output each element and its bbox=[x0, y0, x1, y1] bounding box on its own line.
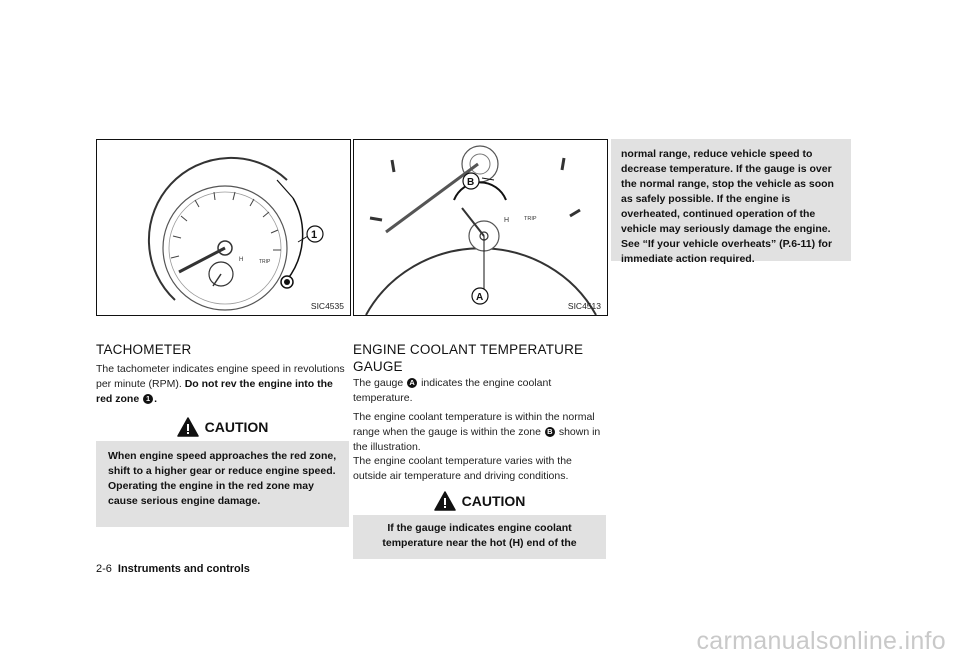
watermark: carmanualsonline.info bbox=[696, 627, 946, 655]
svg-text:TRIP: TRIP bbox=[524, 216, 537, 222]
caution-continuation: normal range, reduce vehicle speed to decrease temperature. If the gauge is over the normal range, stop the vehicle as soon as safely possible. If the engine is overheated, continued operation of the vehicle may seriously damage the engine. See “If your vehicle overheats” (P.6-11) for immediate action required. bbox=[611, 139, 851, 261]
svg-text:A: A bbox=[476, 292, 484, 303]
tachometer-figure bbox=[96, 139, 351, 316]
svg-text:H: H bbox=[239, 257, 244, 263]
ref-1-marker: 1 bbox=[143, 394, 153, 404]
tachometer-caution bbox=[96, 413, 349, 527]
coolant-paragraph-1: The gauge A indicates the engine coolant temperature. bbox=[353, 377, 552, 404]
coolant-gauge-figure bbox=[353, 139, 608, 316]
ref-a-marker: A bbox=[407, 378, 417, 388]
warning-icon bbox=[177, 417, 199, 437]
coolant-gauge-illustration bbox=[354, 140, 607, 315]
page-number: 2-6 bbox=[96, 563, 112, 575]
caution-title: CAUTION bbox=[204, 419, 269, 435]
section-title: Instruments and controls bbox=[117, 563, 250, 575]
tachometer-heading: TACHOMETER bbox=[96, 342, 192, 357]
figure-code: SIC4535 bbox=[310, 301, 344, 311]
svg-text:1: 1 bbox=[311, 229, 318, 241]
caution-body: When engine speed approaches the red zone, shift to a higher gear or reduce engine speed. Operating the engine in the red zone may cause serious engine damage. bbox=[108, 450, 337, 507]
figure-code: SIC4513 bbox=[567, 301, 601, 311]
caution-body: If the gauge indicates engine coolant temperature near the hot (H) end of the bbox=[382, 522, 577, 549]
coolant-paragraph-3: The engine coolant temperature varies with the outside air temperature and driving conditions. bbox=[353, 455, 572, 482]
coolant-caution bbox=[353, 487, 606, 559]
ref-b-marker: B bbox=[545, 427, 555, 437]
caution-title: CAUTION bbox=[461, 493, 526, 509]
tachometer-illustration bbox=[97, 140, 350, 315]
svg-text:TRIP: TRIP bbox=[259, 259, 271, 265]
coolant-paragraph-2: The engine coolant temperature is within the normal range when the gauge is within the zone B shown in the illustration. bbox=[353, 411, 601, 453]
svg-text:H: H bbox=[504, 217, 510, 224]
warning-icon bbox=[434, 491, 456, 511]
page-footer bbox=[96, 563, 250, 575]
svg-text:B: B bbox=[467, 177, 475, 188]
coolant-heading: ENGINE COOLANT TEMPERATURE GAUGE bbox=[353, 342, 584, 374]
tachometer-description: The tachometer indicates engine speed in revolutions per minute (RPM). Do not rev the engine into the red zone 1 . bbox=[96, 363, 345, 405]
